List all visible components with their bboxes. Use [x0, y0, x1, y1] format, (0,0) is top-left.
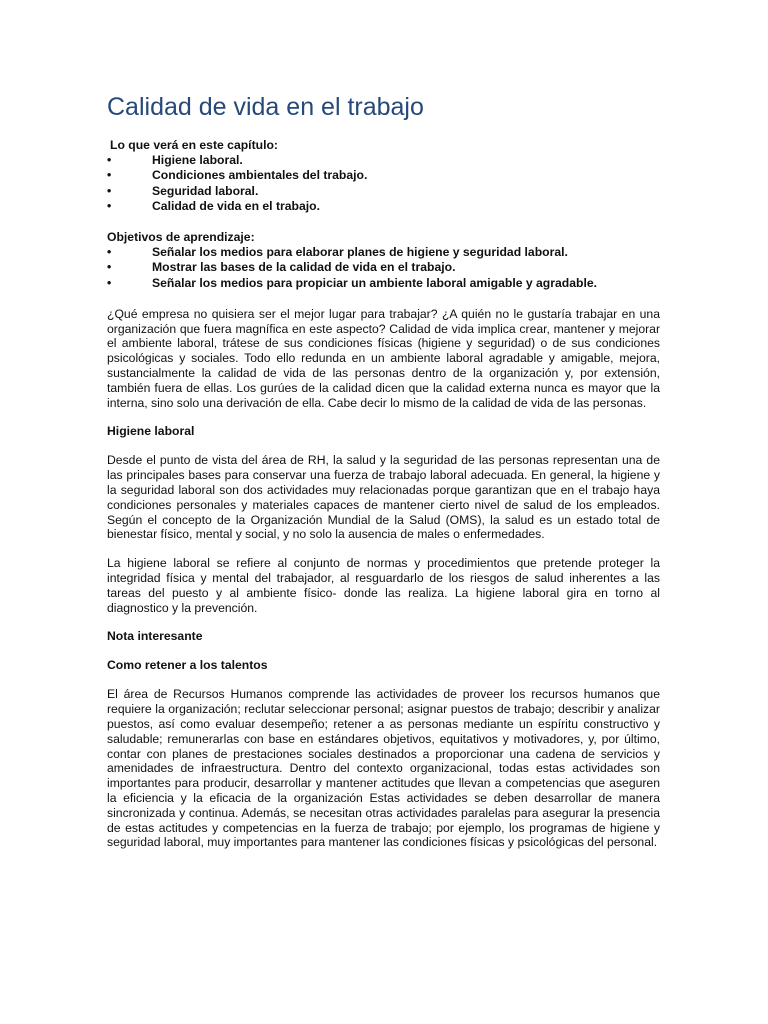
list-item-text: Calidad de vida en el trabajo. [152, 198, 320, 213]
list-item [107, 260, 660, 275]
chapter-list [107, 153, 660, 214]
bullet: • [107, 275, 112, 290]
list-item [107, 245, 660, 260]
bullet: • [107, 198, 112, 213]
list-item-text: Mostrar las bases de la calidad de vida en el trabajo. [152, 260, 456, 275]
page-title: Calidad de vida en el trabajo [107, 93, 424, 121]
higiene-paragraph-2: La higiene laboral se refiere al conjunto de normas y procedimientos que pretende proteger la integridad física y mental del trabajador, al resguardarlo de los riesgos de salud inherentes a las tareas del puesto y al ambiente físico- donde las realiza. La higiene laboral gira en torno al diagnostico y la prevención. [107, 556, 660, 615]
list-item [107, 153, 660, 168]
list-item [107, 199, 660, 214]
bullet: • [107, 153, 112, 168]
list-item [107, 184, 660, 199]
section-heading-higiene: Higiene laboral [107, 424, 195, 439]
list-item-text: Señalar los medios para propiciar un ambiente laboral amigable y agradable. [152, 275, 597, 290]
list-item [107, 276, 660, 291]
objectives-list [107, 245, 660, 291]
learning-objectives [107, 230, 660, 291]
intro-paragraph: ¿Qué empresa no quisiera ser el mejor lugar para trabajar? ¿A quién no le gustaría trabajar en una organización que fuera magnífica en este aspecto? Calidad de vida implica crear, mantener y mejorar el ambiente laboral, trátese de sus condiciones físicas (higiene y seguridad) o de sus condiciones psicológicas y sociales. Todo ello redunda en un ambiente laboral agradable y amigable, mejora, sustancialmente la calidad de vida de las personas dentro de la organización y, por extensión, también fuera de ellas. Los gurúes de la calidad dicen que la calidad externa nunca es mayor que la interna, sino solo una derivación de ella. Cabe decir lo mismo de la calidad de vida de las personas. [107, 306, 660, 410]
list-item-text: Condiciones ambientales del trabajo. [152, 168, 368, 183]
note-heading: Nota interesante [107, 629, 203, 644]
list-item-text: Higiene laboral. [152, 153, 243, 168]
bullet: • [107, 245, 112, 260]
chapter-heading: Lo que verá en este capítulo: [110, 138, 278, 152]
note-paragraph: El área de Recursos Humanos comprende las actividades de proveer los recursos humanos que requiere la organización; reclutar seleccionar personal; asignar puestos de trabajo; describir y analizar puestos, así como evaluar desempeño; retener a as personas mediante un espíritu constructivo y saludable; remunerarlas con base en estándares objetivos, equitativos y motivadores, y, por último, contar con planes de prestaciones sociales destinados a proporcionar una cadena de servicios y amenidades de infraestructura. Dentro del contexto organizacional, todas estas actividades son importantes para producir, desarrollar y mantener actitudes que llevan a competencias que aseguren la eficiencia y la eficacia de la organización Estas actividades se deben desarrollar de manera sincronizada y continua. Además, se necesitan otras actividades paralelas para asegurar la presencia de estas actitudes y competencias en la fuerza de trabajo; por ejemplo, los programas de higiene y seguridad laboral, muy importantes para mantener las condiciones físicas y psicológicas del personal. [107, 687, 660, 850]
objectives-heading: Objetivos de aprendizaje: [107, 230, 255, 245]
bullet: • [107, 168, 112, 183]
bullet: • [107, 183, 112, 198]
list-item-text: Señalar los medios para elaborar planes de higiene y seguridad laboral. [152, 245, 568, 260]
higiene-paragraph-1: Desde el punto de vista del área de RH, la salud y la seguridad de las personas representan una de las principales bases para conservar una fuerza de trabajo laboral adecuada. En general, la higiene y la seguridad laboral son dos actividades muy relacionadas porque garantizan que en el trabajo haya condiciones personales y materiales capaces de mantener cierto nivel de salud de los empleados. Según el concepto de la Organización Mundial de la Salud (OMS), la salud es un estado total de bienestar físico, mental y social, y no solo la ausencia de males o enfermedades. [107, 453, 660, 542]
chapter-contents [107, 138, 660, 214]
bullet: • [107, 260, 112, 275]
note-subheading: Como retener a los talentos [107, 658, 268, 673]
list-item [107, 168, 660, 183]
list-item-text: Seguridad laboral. [152, 183, 259, 198]
